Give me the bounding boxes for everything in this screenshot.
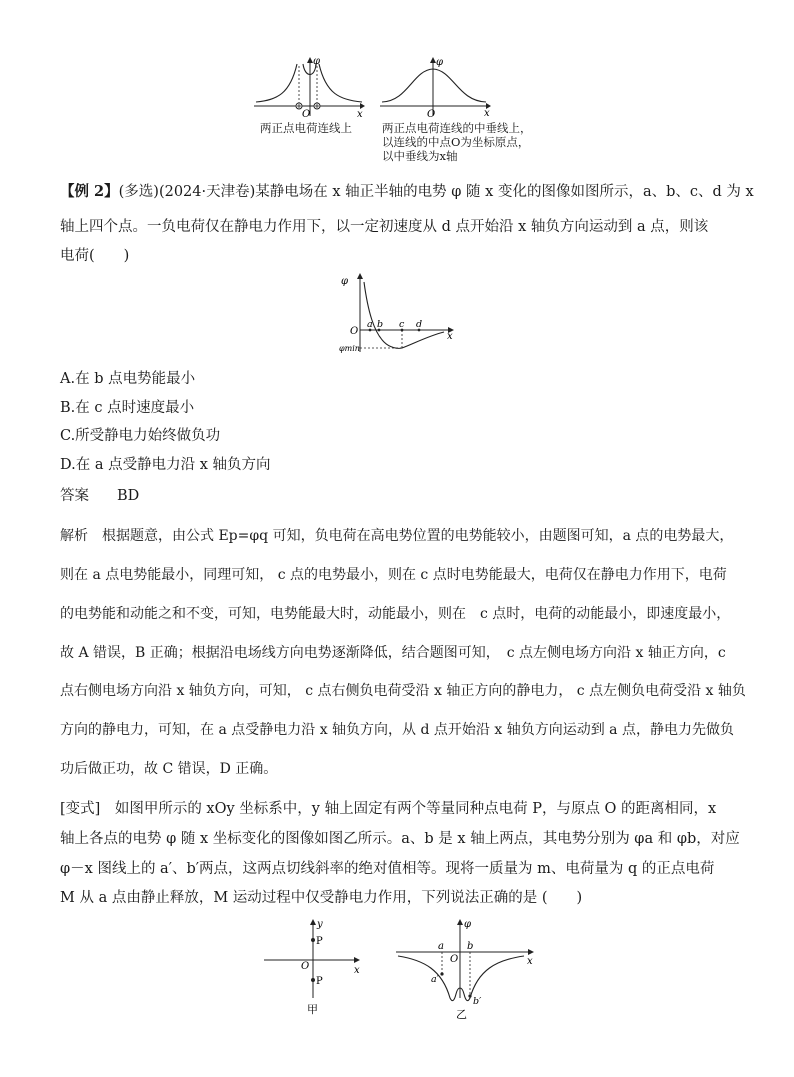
charge-p-top: P xyxy=(316,936,323,947)
x-label: x xyxy=(484,108,490,118)
x-label: x xyxy=(354,965,360,976)
x-label: x xyxy=(447,331,453,342)
analysis-line-5: 点右侧电场方向沿 x 轴负方向，可知， c 点右侧负电荷受沿 x 轴正方向的静电力， c 点左侧负电荷受沿 x 轴负 xyxy=(60,683,746,699)
example-line-1 xyxy=(60,182,754,202)
potential-graph xyxy=(338,272,458,354)
phi-label: φ xyxy=(313,56,321,67)
point-d-label: d xyxy=(416,319,423,330)
origin-label: O xyxy=(427,109,436,118)
example-line-2: 轴上四个点。一负电荷仅在静电力作用下，以一定初速度从 d 点开始沿 x 轴负方向运动到 a 点，则该 xyxy=(60,219,709,235)
analysis-line-6: 方向的静电力，可知，在 a 点受静电力沿 x 轴负方向，从 d 点开始沿 x 轴负方向运动到 a 点，静电力先做负 xyxy=(60,722,734,738)
answer-value: BD xyxy=(117,488,140,504)
analysis-line-2: 则在 a 点电势能最小，同理可知， c 点的电势最小，则在 c 点时电势能最大，电荷仅在静电力作用下，电荷 xyxy=(60,567,727,583)
origin-label: O xyxy=(302,109,311,118)
example-tag: 【例 2】 xyxy=(60,183,119,200)
point-a-label: a xyxy=(367,319,373,330)
origin-label: O xyxy=(301,961,310,972)
figure-yi xyxy=(394,918,538,1022)
right-figure-caption-3: 以中垂线为x轴 xyxy=(382,149,458,163)
variant-line-3: φ－x 图线上的 a′、b′两点，这两点切线斜率的绝对值相等。现将一质量为 m、电荷量为 q 的正点电荷 xyxy=(60,861,715,877)
answer-line xyxy=(60,486,139,506)
variant-line-4: M 从 a 点由静止释放，M 运动过程中仅受静电力作用，下列说法正确的是 ( ) xyxy=(60,890,583,906)
origin-label: O xyxy=(350,326,359,337)
right-figure-caption-2: 以连线的中点O为坐标原点， xyxy=(382,135,530,149)
variant-line-2: 轴上各点的电势 φ 随 x 坐标变化的图像如图乙所示。a、b 是 x 轴上两点，其电势分别为 φa 和 φb，对应 xyxy=(60,831,740,847)
top-figure-right xyxy=(378,56,493,118)
perpendicular-bisector-graph xyxy=(378,56,493,118)
example-line-3: 电荷( ) xyxy=(60,248,130,264)
charge-p-bottom: P xyxy=(316,976,323,987)
analysis-line-7: 功后做正功，故 C 错误，D 正确。 xyxy=(60,761,278,777)
point-c-label: c xyxy=(399,319,405,330)
point-a-label: a xyxy=(438,941,444,952)
x-label: x xyxy=(527,956,533,967)
two-charges-graph xyxy=(252,56,367,118)
variant-line-1: [变式] 如图甲所示的 xOy 坐标系中，y 轴上固定有两个等量同种点电荷 P，与原点 O 的距离相同，x xyxy=(60,801,717,817)
option-c: C.所受静电力始终做负功 xyxy=(60,428,221,444)
option-b: B.在 c 点时速度最小 xyxy=(60,400,195,416)
analysis-line-1: 解析 根据题意，由公式 Ep=φq 可知，负电荷在高电势位置的电势能较小，由题图可知，a 点的电势最大， xyxy=(60,528,734,544)
analysis-line-3: 的电势能和动能之和不变，可知，电势能最大时，动能最小，则在 c 点时，电荷的动能最小，即速度最小， xyxy=(60,606,731,622)
phi-x-graph xyxy=(394,918,538,1022)
xoy-coordinate-figure xyxy=(262,918,366,1018)
y-label: y xyxy=(317,919,323,930)
top-figure-left xyxy=(252,56,367,118)
example-figure xyxy=(338,272,458,354)
figure-yi-caption: 乙 xyxy=(456,1008,467,1021)
example-text-1: (多选)(2024·天津卷)某静电场在 x 轴正半轴的电势 φ 随 x 变化的图像如图所示，a、b、c、d 为 x xyxy=(118,184,754,200)
a-prime-label: a′ xyxy=(431,974,439,985)
b-prime-label: b′ xyxy=(473,996,482,1007)
phi-label: φ xyxy=(436,57,444,68)
right-figure-caption-1: 两正点电荷连线的中垂线上， xyxy=(382,121,532,135)
figure-jia xyxy=(262,918,366,1018)
phi-label: φ xyxy=(341,276,349,287)
phi-min-label: φmin xyxy=(339,344,360,353)
answer-label: 答案 xyxy=(60,488,89,504)
left-figure-caption: 两正点电荷连线上 xyxy=(260,121,352,135)
analysis-line-4: 故 A 错误，B 正确；根据沿电场线方向电势逐渐降低，结合题图可知， c 点左侧电场方向沿 x 轴正方向，c xyxy=(60,645,726,661)
x-label: x xyxy=(357,109,363,118)
point-b-label: b xyxy=(377,319,384,330)
phi-label: φ xyxy=(464,919,472,930)
option-d: D.在 a 点受静电力沿 x 轴负方向 xyxy=(60,457,271,473)
figure-jia-caption: 甲 xyxy=(307,1003,318,1016)
origin-label: O xyxy=(450,954,459,965)
option-a: A.在 b 点电势能最小 xyxy=(60,371,196,387)
point-b-label: b xyxy=(467,941,474,952)
